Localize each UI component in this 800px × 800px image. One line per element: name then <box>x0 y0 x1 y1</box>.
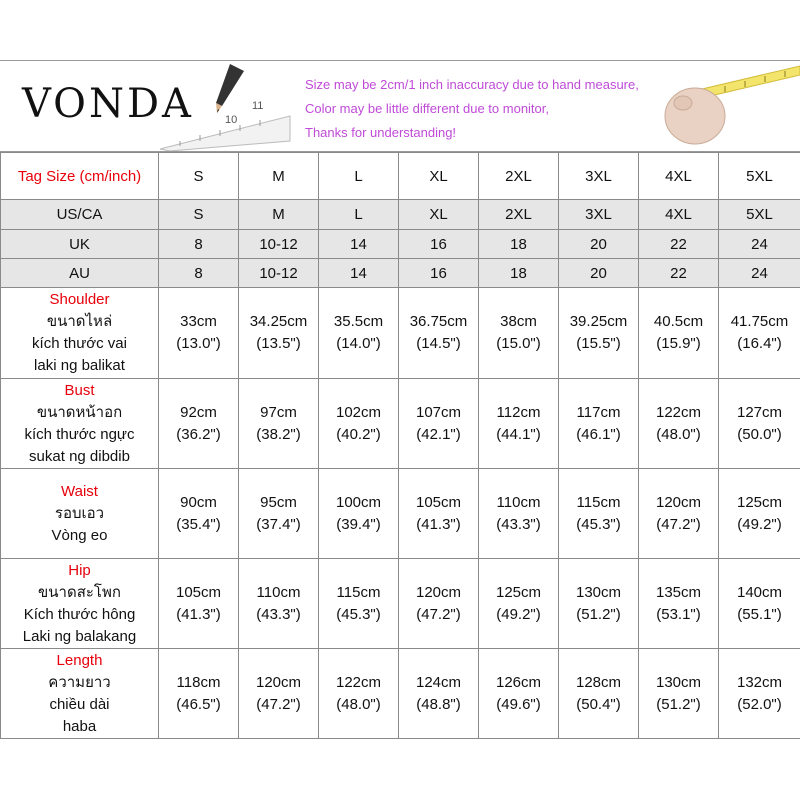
inch-value: (49.2") <box>737 515 782 533</box>
size-header-cell: L <box>319 153 399 200</box>
measure-title: Length <box>56 651 103 669</box>
inch-value: (36.2") <box>176 425 221 443</box>
cm-value: 40.5cm <box>653 313 704 330</box>
cm-value: 125cm <box>736 493 783 511</box>
measure-translation: ความยาว <box>48 673 111 691</box>
region-size-cell: 14 <box>319 230 399 259</box>
measure-value-cell <box>639 288 719 379</box>
cm-value: 35.5cm <box>333 313 384 330</box>
measure-title: Hip <box>68 561 91 579</box>
region-size-cell: 22 <box>639 259 719 288</box>
region-row-usca <box>1 200 800 230</box>
region-size-cell: 16 <box>399 230 479 259</box>
measure-translation: ขนาดหน้าอก <box>36 403 123 421</box>
measure-value-cell <box>479 288 559 379</box>
measure-value-cell <box>719 649 800 739</box>
cm-value: 130cm <box>655 673 702 691</box>
measure-value-cell <box>319 288 399 379</box>
measure-translation: sukat ng dibdib <box>29 447 130 465</box>
measure-translation: laki ng balikat <box>34 357 125 374</box>
inch-value: (41.3") <box>416 515 461 533</box>
region-size-cell: 5XL <box>719 200 800 230</box>
region-size-cell: 18 <box>479 230 559 259</box>
cm-value: 110cm <box>496 493 541 511</box>
region-row-uk <box>1 230 800 259</box>
size-header-cell: M <box>239 153 319 200</box>
measure-label <box>1 379 159 469</box>
cm-value: 127cm <box>736 403 783 421</box>
measure-value-cell <box>719 469 800 559</box>
cm-value: 105cm <box>415 493 462 511</box>
inch-value: (49.2") <box>496 605 541 623</box>
inch-value: (48.8") <box>416 695 461 713</box>
measure-label <box>1 469 159 559</box>
inch-value: (50.0") <box>737 425 782 443</box>
inch-value: (35.4") <box>176 515 221 533</box>
measure-value-cell <box>399 649 479 739</box>
inch-value: (37.4") <box>256 515 301 533</box>
size-header-cell: 5XL <box>719 153 800 200</box>
inch-value: (13.5") <box>256 335 301 352</box>
cm-value: 120cm <box>255 673 302 691</box>
inch-value: (53.1") <box>656 605 701 623</box>
note-line: Thanks for understanding! <box>305 125 457 140</box>
cm-value: 135cm <box>655 583 702 601</box>
cm-value: 34.25cm <box>249 313 308 330</box>
cm-value: 105cm <box>175 583 222 601</box>
measure-translation: Kích thước hông <box>23 605 136 623</box>
cm-value: 102cm <box>335 403 382 421</box>
inch-value: (46.1") <box>576 425 621 443</box>
measure-value-cell <box>319 379 399 469</box>
cm-value: 110cm <box>256 583 301 601</box>
measure-value-cell <box>479 649 559 739</box>
pencil-ruler-icon <box>140 61 300 151</box>
region-size-cell: 24 <box>719 230 800 259</box>
cm-value: 38cm <box>500 313 537 330</box>
measure-title: Waist <box>61 482 98 500</box>
measure-value-cell <box>559 649 639 739</box>
cm-value: 107cm <box>415 403 462 421</box>
measure-translation: ขนาดไหล่ <box>46 313 113 330</box>
measure-value-cell <box>319 649 399 739</box>
inch-value: (44.1") <box>496 425 541 443</box>
measure-value-cell <box>559 469 639 559</box>
cm-value: 100cm <box>335 493 382 511</box>
cm-value: 39.25cm <box>569 313 628 330</box>
measure-value-cell <box>239 469 319 559</box>
cm-value: 120cm <box>655 493 702 511</box>
note-line: Color may be little different due to monitor, <box>305 101 549 116</box>
measure-row-length <box>1 649 800 739</box>
inch-value: (15.0") <box>496 335 541 352</box>
measure-value-cell <box>239 649 319 739</box>
measure-translation: chiều dài <box>49 695 110 713</box>
measure-translation: kích thước ngực <box>24 425 135 443</box>
cm-value: 90cm <box>180 493 217 511</box>
measure-value-cell <box>399 469 479 559</box>
region-size-cell: 2XL <box>479 200 559 230</box>
measure-value-cell <box>639 559 719 649</box>
inch-value: (52.0") <box>737 695 782 713</box>
inch-value: (38.2") <box>256 425 301 443</box>
size-header-cell: S <box>159 153 239 200</box>
inch-value: (51.2") <box>656 695 701 713</box>
inch-value: (15.5") <box>576 335 621 352</box>
measure-value-cell <box>719 559 800 649</box>
cm-value: 112cm <box>496 403 541 421</box>
measure-value-cell <box>319 469 399 559</box>
region-size-cell: 4XL <box>639 200 719 230</box>
measure-row-shoulder <box>1 288 800 379</box>
cm-value: 118cm <box>176 673 221 691</box>
measure-value-cell <box>399 559 479 649</box>
inch-value: (45.3") <box>336 605 381 623</box>
brand-logo: VONDA <box>22 81 194 127</box>
region-size-cell: 24 <box>719 259 800 288</box>
cm-value: 126cm <box>495 673 542 691</box>
measure-value-cell <box>159 379 239 469</box>
size-chart-table <box>0 152 800 739</box>
measure-value-cell <box>239 559 319 649</box>
cm-value: 97cm <box>260 403 297 421</box>
measure-translation: รอบเอว <box>54 504 105 522</box>
measure-value-cell <box>639 649 719 739</box>
cm-value: 115cm <box>336 583 381 601</box>
measure-row-bust <box>1 379 800 469</box>
disclaimer-notes <box>305 73 639 145</box>
cm-value: 41.75cm <box>730 313 789 330</box>
region-size-cell: M <box>239 200 319 230</box>
region-size-cell: S <box>159 200 239 230</box>
cm-value: 124cm <box>415 673 462 691</box>
tag-size-row <box>1 153 800 200</box>
inch-value: (47.2") <box>256 695 301 713</box>
measure-value-cell <box>639 469 719 559</box>
region-label: US/CA <box>1 200 159 230</box>
region-size-cell: XL <box>399 200 479 230</box>
ruler-number: 11 <box>252 100 264 112</box>
inch-value: (55.1") <box>737 605 782 623</box>
size-header-cell: 3XL <box>559 153 639 200</box>
region-size-cell: 8 <box>159 230 239 259</box>
region-size-cell: 3XL <box>559 200 639 230</box>
measure-translation: Vòng eo <box>51 526 108 544</box>
inch-value: (43.3") <box>256 605 301 623</box>
inch-value: (46.5") <box>176 695 221 713</box>
measure-value-cell <box>159 649 239 739</box>
inch-value: (14.0") <box>336 335 381 352</box>
inch-value: (40.2") <box>336 425 381 443</box>
region-label: AU <box>1 259 159 288</box>
region-size-cell: 16 <box>399 259 479 288</box>
inch-value: (15.9") <box>656 335 701 352</box>
measure-title: Shoulder <box>49 291 110 308</box>
measure-value-cell <box>159 469 239 559</box>
measure-value-cell <box>239 379 319 469</box>
measure-value-cell <box>719 379 800 469</box>
inch-value: (14.5") <box>416 335 461 352</box>
cm-value: 117cm <box>576 403 621 421</box>
region-size-cell: 10-12 <box>239 259 319 288</box>
region-size-cell: 10-12 <box>239 230 319 259</box>
measure-translation: ขนาดสะโพก <box>38 583 121 601</box>
measure-value-cell <box>479 379 559 469</box>
region-size-cell: 14 <box>319 259 399 288</box>
region-size-cell: L <box>319 200 399 230</box>
measure-value-cell <box>559 559 639 649</box>
cm-value: 128cm <box>575 673 622 691</box>
measure-label <box>1 649 159 739</box>
cm-value: 115cm <box>576 493 621 511</box>
measure-label <box>1 559 159 649</box>
region-row-au <box>1 259 800 288</box>
measure-translation: kích thước vai <box>32 335 127 352</box>
measure-translation: haba <box>62 717 97 735</box>
measure-value-cell <box>319 559 399 649</box>
measuring-tape-icon <box>645 61 800 151</box>
inch-value: (39.4") <box>336 515 381 533</box>
size-header-cell: XL <box>399 153 479 200</box>
measure-value-cell <box>559 288 639 379</box>
inch-value: (51.2") <box>576 605 621 623</box>
size-header-cell: 2XL <box>479 153 559 200</box>
region-size-cell: 22 <box>639 230 719 259</box>
measure-title: Bust <box>64 381 95 399</box>
cm-value: 140cm <box>736 583 783 601</box>
cm-value: 130cm <box>575 583 622 601</box>
ruler-number: 10 <box>225 114 238 126</box>
region-size-cell: 18 <box>479 259 559 288</box>
measure-value-cell <box>399 379 479 469</box>
region-label: UK <box>1 230 159 259</box>
inch-value: (47.2") <box>416 605 461 623</box>
measure-value-cell <box>479 469 559 559</box>
inch-value: (48.0") <box>656 425 701 443</box>
inch-value: (45.3") <box>576 515 621 533</box>
cm-value: 36.75cm <box>409 313 468 330</box>
tag-size-header: Tag Size (cm/inch) <box>1 153 159 200</box>
inch-value: (42.1") <box>416 425 461 443</box>
cm-value: 95cm <box>260 493 297 511</box>
cm-value: 120cm <box>415 583 462 601</box>
cm-value: 92cm <box>180 403 217 421</box>
cm-value: 132cm <box>736 673 783 691</box>
measure-row-hip <box>1 559 800 649</box>
inch-value: (41.3") <box>176 605 221 623</box>
cm-value: 122cm <box>335 673 382 691</box>
header-banner <box>0 60 800 152</box>
cm-value: 125cm <box>495 583 542 601</box>
region-size-cell: 20 <box>559 230 639 259</box>
measure-value-cell <box>399 288 479 379</box>
note-line: Size may be 2cm/1 inch inaccuracy due to hand measure, <box>305 77 639 92</box>
measure-value-cell <box>639 379 719 469</box>
inch-value: (16.4") <box>737 335 782 352</box>
measure-value-cell <box>159 559 239 649</box>
measure-label <box>1 288 159 379</box>
inch-value: (50.4") <box>576 695 621 713</box>
inch-value: (13.0") <box>176 335 221 352</box>
inch-value: (43.3") <box>496 515 541 533</box>
measure-value-cell <box>559 379 639 469</box>
measure-value-cell <box>239 288 319 379</box>
region-size-cell: 8 <box>159 259 239 288</box>
measure-row-waist <box>1 469 800 559</box>
measure-translation: Laki ng balakang <box>22 627 137 645</box>
measure-value-cell <box>719 288 800 379</box>
measure-value-cell <box>159 288 239 379</box>
region-size-cell: 20 <box>559 259 639 288</box>
inch-value: (49.6") <box>496 695 541 713</box>
measure-value-cell <box>479 559 559 649</box>
size-header-cell: 4XL <box>639 153 719 200</box>
inch-value: (48.0") <box>336 695 381 713</box>
cm-value: 33cm <box>180 313 217 330</box>
inch-value: (47.2") <box>656 515 701 533</box>
cm-value: 122cm <box>655 403 702 421</box>
